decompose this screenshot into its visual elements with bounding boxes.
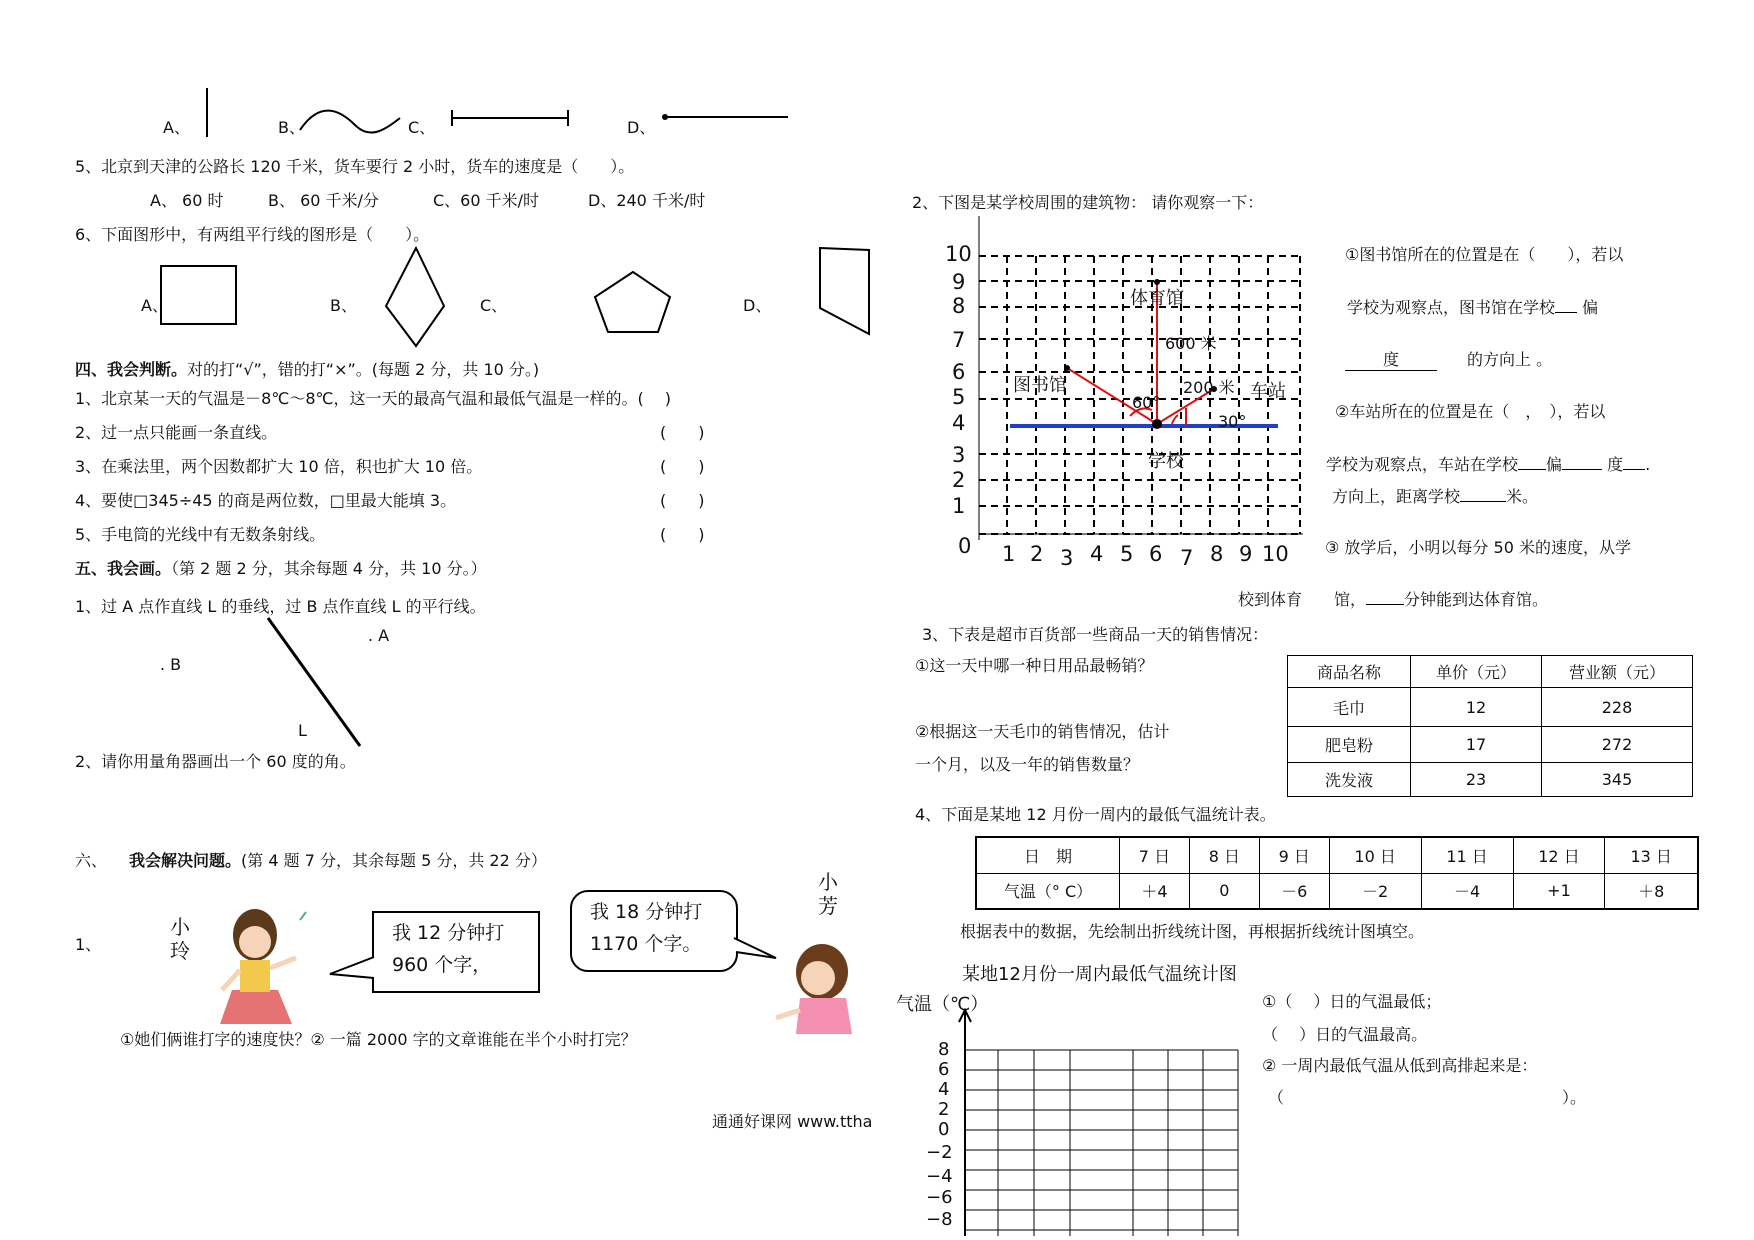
school-label: 学校 xyxy=(1148,451,1184,472)
x-tick-4: 4 xyxy=(1090,542,1104,566)
xiaofang-speech-bubble xyxy=(570,890,738,972)
draw-q1: 1、过 A 点作直线 L 的垂线，过 B 点作直线 L 的平行线。 xyxy=(75,597,486,616)
sales-cell: 毛巾 xyxy=(1288,688,1411,727)
q6-stem: 6、下面图形中，有两组平行线的图形是（ ）。 xyxy=(75,225,430,244)
r2-q1-line3: 度 的方向上 。 xyxy=(1345,350,1552,371)
judge-item-2: 2、过一点只能画一条直线。 xyxy=(75,423,278,442)
chart-y-tick-neg8: −8 xyxy=(926,1209,953,1230)
chart-y-tick-neg6: −6 xyxy=(926,1187,953,1208)
sales-header-revenue: 营业额（元） xyxy=(1542,656,1693,688)
gym-label: 体育馆 xyxy=(1130,288,1184,309)
sec6-note: (第 4 题 7 分，其余每题 5 分，共 22 分） xyxy=(241,851,547,870)
sales-cell: 12 xyxy=(1411,688,1542,727)
distance-600-label: 600 米 xyxy=(1165,334,1217,353)
q5-option-a: A、 60 时 xyxy=(150,191,224,210)
pentagon-shape xyxy=(595,272,670,332)
temp-value: 0 xyxy=(1189,873,1259,909)
r3-stem: 3、下表是超市百货部一些商品一天的销售情况： xyxy=(922,625,1269,644)
chart-y-tick-6: 6 xyxy=(938,1059,950,1080)
temp-day: 9 日 xyxy=(1259,837,1329,873)
temp-day: 13 日 xyxy=(1605,837,1698,873)
q6-option-b: B、 xyxy=(330,296,357,315)
r4-instruction: 根据表中的数据，先绘制出折线统计图，再根据折线统计图填空。 xyxy=(960,922,1425,941)
x-tick-6: 6 xyxy=(1149,542,1163,566)
sec5-title: 五、我会画。 xyxy=(75,559,172,578)
q5-option-c: C、60 千米/时 xyxy=(433,191,540,210)
r3-q1: ①这一天中哪一种日用品最畅销？ xyxy=(915,656,1154,675)
sales-header-price: 单价（元） xyxy=(1411,656,1542,688)
sec6-title: 我会解决问题。 xyxy=(129,851,242,870)
sales-cell: 345 xyxy=(1542,763,1693,797)
trapezoid-shape xyxy=(820,248,869,334)
x-tick-2: 2 xyxy=(1030,542,1044,566)
q2-blank-2[interactable] xyxy=(1562,469,1602,470)
r2-q1-line2: 学校为观察点，图书馆在学校 偏 xyxy=(1347,298,1599,317)
angle-30-label: 30° xyxy=(1218,412,1247,431)
sales-cell: 23 xyxy=(1411,763,1542,797)
sales-cell: 肥皂粉 xyxy=(1288,727,1411,763)
line-l-label: L xyxy=(298,721,307,740)
bubble2-line2: 1170 个字。 xyxy=(590,933,702,955)
temp-value: +1 xyxy=(1513,873,1605,909)
q6-option-c: C、 xyxy=(480,296,508,315)
sec6-num: 六、 xyxy=(75,851,108,870)
r4-q2-open: （ xyxy=(1268,1088,1285,1107)
temp-day: 10 日 xyxy=(1329,837,1421,873)
judge-item-1: 1、北京某一天的气温是－8℃～8℃，这一天的最高气温和最低气温是一样的。( ) xyxy=(75,389,672,408)
bubble2-line1: 我 18 分钟打 xyxy=(590,901,703,923)
temp-header-value: 气温（° C） xyxy=(976,873,1120,909)
y-tick-8: 8 xyxy=(952,294,966,318)
y-tick-3: 3 xyxy=(952,443,966,467)
chart-y-tick-0: 0 xyxy=(938,1119,950,1140)
y-tick-10: 10 xyxy=(945,242,972,266)
q1-blank-degree[interactable]: 度 xyxy=(1345,350,1437,371)
xiaoling-name: 小 玲 xyxy=(170,915,190,963)
temp-value: －6 xyxy=(1259,873,1329,909)
sales-cell: 17 xyxy=(1411,727,1542,763)
xiaofang-name: 小 芳 xyxy=(818,870,838,918)
sales-cell: 洗发液 xyxy=(1288,763,1411,797)
temp-day: 11 日 xyxy=(1421,837,1513,873)
blank-line-chart-grid xyxy=(0,0,1,1)
sec5-note: （第 2 题 2 分，其余每题 4 分，共 10 分。） xyxy=(171,559,487,578)
r4-q2-close: ）。 xyxy=(1562,1088,1587,1107)
judge-paren-3[interactable]: ( ) xyxy=(660,457,705,476)
r3-q2-line1: ②根据这一天毛巾的销售情况，估计 xyxy=(915,722,1170,741)
rectangle-shape xyxy=(161,266,236,324)
x-tick-9: 9 xyxy=(1239,542,1253,566)
bubble1-line2: 960 个字， xyxy=(392,954,492,976)
station-label: 车站 xyxy=(1250,381,1286,402)
chart-y-tick-neg4: −4 xyxy=(926,1166,953,1187)
judge-item-4: 4、要使□345÷45 的商是两位数，□里最大能填 3。 xyxy=(75,491,457,510)
judge-paren-5[interactable]: ( ) xyxy=(660,525,705,544)
y-tick-7: 7 xyxy=(952,328,966,352)
y-tick-1: 1 xyxy=(952,494,966,518)
point-a-label: . A xyxy=(368,626,390,645)
r2-q2-line3: 方向上，距离学校 米。 xyxy=(1332,487,1539,506)
chart-y-tick-8: 8 xyxy=(938,1039,950,1060)
q5-stem: 5、北京到天津的公路长 120 千米，货车要行 2 小时，货车的速度是（ ）。 xyxy=(75,157,635,176)
judge-paren-2[interactable]: ( ) xyxy=(660,423,705,442)
sec5-heading xyxy=(75,559,487,579)
sec4-note: 对的打“√”，错的打“×”。(每题 2 分，共 10 分。) xyxy=(187,360,540,379)
q5-option-b: B、 60 千米/分 xyxy=(268,191,379,210)
q4-option-b: B、 xyxy=(278,118,305,137)
temp-day: 8 日 xyxy=(1189,837,1259,873)
chart-y-tick-2: 2 xyxy=(938,1099,950,1120)
r4-q2-line1: ② 一周内最低气温从低到高排起来是： xyxy=(1262,1056,1538,1075)
judge-paren-4[interactable]: ( ) xyxy=(660,491,705,510)
x-tick-5: 5 xyxy=(1120,542,1134,566)
rhombus-shape xyxy=(386,248,444,346)
r4-q1-line1: ①（ ）日的气温最低； xyxy=(1262,992,1442,1011)
temperature-table xyxy=(975,836,1699,910)
sec4-title: 四、我会判断。 xyxy=(75,360,188,379)
r3-q2-line2: 一个月，以及一年的销售数量？ xyxy=(915,755,1140,774)
sales-table xyxy=(1287,655,1693,797)
x-tick-1: 1 xyxy=(1002,542,1016,566)
temp-value: ＋8 xyxy=(1605,873,1698,909)
r4-stem: 4、下面是某地 12 月份一周内的最低气温统计表。 xyxy=(915,805,1276,824)
judge-item-3: 3、在乘法里，两个因数都扩大 10 倍，积也扩大 10 倍。 xyxy=(75,457,483,476)
r2-q3-line2: 校到体育 馆， 分钟能到达体育馆。 xyxy=(1238,590,1549,609)
point-b-label: . B xyxy=(160,655,182,674)
sales-header-name: 商品名称 xyxy=(1288,656,1411,688)
temp-value: ＋4 xyxy=(1120,873,1190,909)
q2-blank-3[interactable] xyxy=(1623,469,1645,470)
sec4-heading xyxy=(75,360,539,380)
distance-200-label: 200 米 xyxy=(1183,378,1235,397)
r2-q1-line1: ①图书馆所在的位置是在（ ），若以 xyxy=(1345,245,1624,264)
y-tick-2: 2 xyxy=(952,468,966,492)
q4-option-a: A、 xyxy=(163,118,190,137)
y-tick-4: 4 xyxy=(952,411,966,435)
q4-option-c: C、 xyxy=(408,118,436,137)
r2-stem: 2、下图是某学校周围的建筑物： 请你观察一下： xyxy=(912,193,1264,212)
y-tick-5: 5 xyxy=(952,385,966,409)
chart-title: 某地12月份一周内最低气温统计图 xyxy=(962,964,1237,985)
q6-option-d: D、 xyxy=(743,296,772,315)
q5-option-d: D、240 千米/时 xyxy=(588,191,706,210)
sec6-question: ①她们俩谁打字的速度快？② 一篇 2000 字的文章谁能在半个小时打完？ xyxy=(120,1030,637,1049)
temp-day: 7 日 xyxy=(1120,837,1190,873)
r4-q1-line2: （ ）日的气温最高。 xyxy=(1262,1025,1428,1044)
temp-day: 12 日 xyxy=(1513,837,1605,873)
q4-option-d: D、 xyxy=(627,118,656,137)
bubble1-line1: 我 12 分钟打 xyxy=(392,922,505,944)
sales-cell: 272 xyxy=(1542,727,1693,763)
y-tick-6: 6 xyxy=(952,360,966,384)
footer-watermark: 通通好课网 www.ttha xyxy=(712,1112,873,1131)
r2-q2-line2: 学校为观察点，车站在学校 偏 度 . xyxy=(1326,455,1651,474)
temp-header-date: 日 期 xyxy=(976,837,1120,873)
y-tick-0: 0 xyxy=(958,534,972,558)
chart-y-tick-neg2: −2 xyxy=(926,1142,953,1163)
y-tick-9: 9 xyxy=(952,270,966,294)
draw-q2: 2、请你用量角器画出一个 60 度的角。 xyxy=(75,752,356,771)
r2-q3-line1: ③ 放学后，小明以每分 50 米的速度，从学 xyxy=(1325,538,1631,557)
judge-item-5: 5、手电筒的光线中有无数条射线。 xyxy=(75,525,326,544)
q2-blank-1[interactable] xyxy=(1518,469,1546,470)
sec6-q1-num: 1、 xyxy=(75,935,102,954)
temp-value: －4 xyxy=(1421,873,1513,909)
chart-y-tick-4: 4 xyxy=(938,1079,950,1100)
angle-60-label: 60° xyxy=(1132,393,1161,412)
sec6-heading xyxy=(75,851,547,871)
q1-blank-1[interactable] xyxy=(1555,312,1577,313)
sales-cell: 228 xyxy=(1542,688,1693,727)
x-tick-7: 7 xyxy=(1180,546,1194,570)
x-tick-10: 10 xyxy=(1262,542,1289,566)
x-tick-8: 8 xyxy=(1210,542,1224,566)
xiaoling-speech-bubble xyxy=(372,911,540,993)
q3-blank-minutes[interactable] xyxy=(1366,604,1404,605)
q6-option-a: A、 xyxy=(141,296,168,315)
x-tick-3: 3 xyxy=(1060,546,1074,570)
library-label: 图书馆 xyxy=(1013,375,1067,396)
q2-blank-distance[interactable] xyxy=(1460,501,1506,502)
chart-y-label: 气温（℃） xyxy=(896,994,989,1015)
temp-value: －2 xyxy=(1329,873,1421,909)
r2-q2-line1: ②车站所在的位置是在（ ， ），若以 xyxy=(1335,402,1606,421)
